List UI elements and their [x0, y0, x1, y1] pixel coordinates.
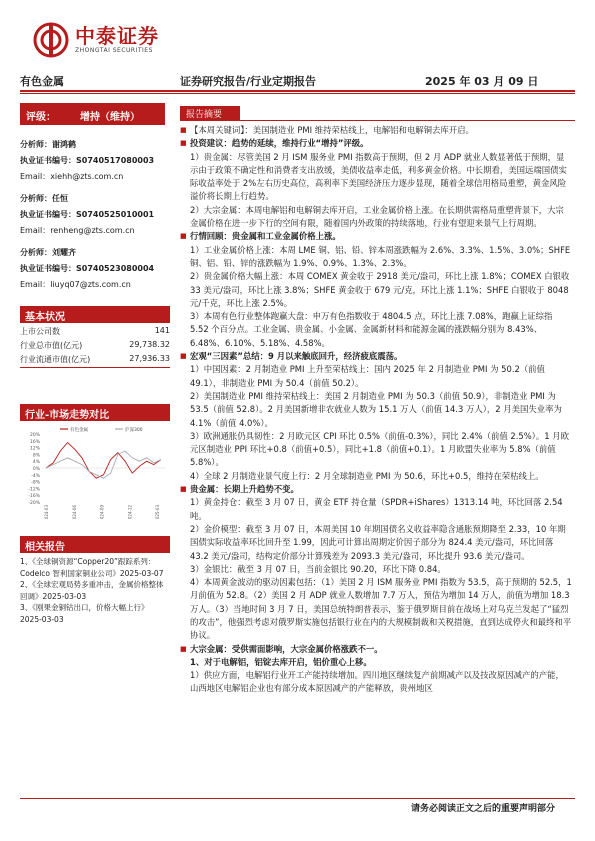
stat-row-total-cap: 行业总市值(亿元) 29,738.32 — [20, 340, 170, 350]
report-type: 证券研究报告/行业定期报告 — [180, 75, 317, 88]
advice-title: ■ 投资建议：趋势的延续，维持行业“增持”评级。 — [180, 138, 369, 149]
report-date: 2025 年 03 月 09 日 — [425, 75, 539, 88]
stat-divider — [20, 367, 170, 368]
series-line-1 — [46, 443, 161, 479]
related-title: 相关报告 — [20, 536, 170, 553]
related-item[interactable]: 1、《全球铜资源“Copper20”跟踪系列：Codelco 智利国家铜业公司》2025-03-07 — [20, 557, 164, 578]
footer-disclaimer: 请务必阅读正文之后的重要声明部分 — [410, 804, 555, 814]
gold-3: 3）金银比：截至 3 月 07 日，当前金银比 90.20，环比下降 0.84。 — [190, 563, 446, 574]
sector-label: 有色金属 — [20, 75, 64, 88]
company-logo — [33, 22, 159, 58]
macro-2: 2）美国制造业 PMI 维持荣枯线上：美国 2 月制造业 PMI 为 50.3（前值 50.9），非制造业 PMI 为 53.5（前值 52.8）。2 月美国新增非农就业人数为 15.1 万人（前值 14.3 万人），2 月美国失业率为 4.1%（前值 4.0%）。 — [190, 390, 562, 428]
gold-4: 4）本周黄金波动的驱动因素包括：（1）美国 2 月 ISM 服务业 PMI 指数为 53.5，高于预期的 52.5，1 月前值为 52.8。（2）美国 2 月 ADP 就业人数增加 7.7 万人，预估为增加 14 万人，前值为增加 18.3 万人。（3）当地时间 3 月 7 日，美国总统特朗普表示，鉴于俄罗斯目前在战场上对乌克兰发起了“猛烈的攻击”，他强烈考虑对俄罗斯实施包括银行业在内的大规模制裁和关税措施，直到达成停火和最终和平协议。 — [190, 577, 572, 641]
rating-bar — [20, 103, 165, 125]
x-tick-label: 2024-12 — [127, 505, 133, 519]
analyst-name: 分析师：任恒 — [20, 194, 68, 203]
logo-name-cn: 中泰证券 — [75, 24, 159, 48]
abstract-divider — [180, 120, 575, 121]
logo-icon — [33, 22, 69, 58]
abstract-tab: 报告摘要 — [180, 106, 240, 120]
y-tick-label: 20% — [29, 433, 40, 438]
bulk-1: 1、对于电解铝，铝锭去库开启，铝价重心上移。 — [190, 656, 372, 667]
y-tick-label: 12% — [29, 446, 40, 452]
basic-status-title: 基本状况 — [20, 306, 170, 323]
trend-chart-svg — [20, 424, 170, 519]
y-tick-label: -20% — [28, 501, 40, 506]
gold-2: 2）金价模型：截至 3 月 07 日，本周美国 10 年期国债名义收益率隐含通胀预期降至 2.33，10 年期国债实际收益率环比回升至 1.99，因此可计算出周期定价因子部分为 824.4 美元/盎司，环比回落 43.2 美元/盎司，结构定价部分计算残差为 2093.3 美元/盎司，环比提升 93.6 美元/盎司。 — [190, 523, 566, 561]
analyst-name: 分析师：刘耀齐 — [20, 248, 76, 257]
analyst-2 — [20, 192, 170, 237]
analyst-email[interactable]: Email：xiehh@zts.com.cn — [20, 172, 124, 181]
gold-title: ■ 贵金属：长期上升趋势不变。 — [180, 484, 299, 495]
logo-name-en: ZHONGTAI SECURITIES — [75, 47, 153, 54]
y-tick-label: -16% — [28, 494, 40, 500]
stat-row-companies: 上市公司数 141 — [20, 326, 170, 336]
review-1: 1）工业金属价格上涨：本周 LME 铜、铝、铅、锌本周涨跌幅为 2.6%、3.3%、1.5%、3.0%；SHFE 铜、铝、铅、锌的涨跌幅为 1.9%、0.9%、1.3%、2.3%。 — [190, 244, 571, 268]
analyst-1 — [20, 138, 170, 183]
y-tick-label: 8% — [32, 453, 40, 459]
y-tick-label: 0% — [32, 467, 40, 472]
stat-row-float-cap: 行业流通市值(亿元) 27,936.33 — [20, 354, 170, 364]
macro-1: 1）中国因素：2 月制造业 PMI 上升至荣枯线上：国内 2025 年 2 月制造业 PMI 为 50.2（前值 49.1），非制造业 PMI 为 50.4（前值 50.2）。 — [190, 364, 545, 388]
analyst-cert: 执业证书编号：S0740523080004 — [20, 264, 155, 273]
legend-label: 有色金属 — [70, 428, 88, 433]
macro-3: 3）欧洲通胀仍具韧性：2 月欧元区 CPI 环比 0.5%（前值-0.3%），同比 2.4%（前值 2.5%）。1 月欧元区制造业 PPI 环比+0.8（前值+0.5），同比+1.8（前值+0.1）。1 月欧盟失业率为 5.8%（前值 5.8%）。 — [190, 430, 569, 468]
abstract-body — [180, 124, 572, 696]
x-tick-label: 2024-03 — [44, 505, 49, 519]
review-3: 3）本周有色行业整体跑赢大盘：申万有色指数收于 4804.5 点，环比上涨 7.08%，跑赢上证综指 5.52 个百分点。工业金属、贵金属、小金属、金属新材料和能源金属的涨跌幅分别为 8.43%、6.48%、6.10%、5.18%、4.58%。 — [190, 311, 553, 348]
y-tick-label: -4% — [31, 473, 40, 479]
y-tick-label: 4% — [32, 460, 40, 466]
keyword-para: ■ 【本周关键词】：美国制造业 PMI 维持荣枯线上，电解铝和电解铜去库开启。 — [180, 125, 474, 135]
analyst-name: 分析师：谢鸿鹤 — [20, 140, 76, 149]
analyst-email[interactable]: Email：renheng@zts.com.cn — [20, 226, 135, 235]
x-tick-label: 2024-06 — [71, 505, 77, 519]
footer-divider — [20, 798, 575, 799]
rating-label: 评级： — [26, 112, 56, 123]
related-list — [20, 556, 170, 625]
bulk-2: 1）供应方面，电解铝行业开工产能持续增加。四川地区继续复产前期减产以及技改原因减产的产能，山西地区电解铝企业也有部分成本原因减产的产能释放，贵州地区 — [190, 670, 564, 694]
related-item[interactable]: 3、《刚果金铜钴出口，价格大幅上行》2025-03-03 — [20, 603, 149, 624]
analyst-3 — [20, 246, 170, 291]
header-divider-thin — [20, 93, 575, 94]
gold-1: 1）黄金持仓：截至 3 月 07 日，黄金 ETF 持仓量（SPDR+iShares）1313.14 吨，环比回落 2.54 吨。 — [190, 497, 563, 521]
analyst-email[interactable]: Email：liuyq07@zts.com.cn — [20, 280, 131, 289]
trend-title: 行业-市场走势对比 — [20, 404, 170, 421]
analyst-cert: 执业证书编号：S0740517080003 — [20, 156, 155, 165]
x-tick-label: 2024-09 — [99, 505, 105, 519]
review-title: ■ 行情回顾：贵金属和工业金属价格上涨。 — [180, 231, 341, 242]
related-item[interactable]: 2、《全球宏观局势多重冲击，金属价格整体回调》2025-03-03 — [20, 580, 164, 601]
trend-chart — [20, 424, 170, 519]
review-2: 2）贵金属价格大幅上涨：本周 COMEX 黄金收于 2918 美元/盎司，环比上涨 1.8%；COMEX 白银收 33 美元/盎司，环比上涨 3.8%；SHFE 黄金收于 679 元/克，环比上涨 1.1%；SHFE 白银收于 8048 元/千克，环比上涨 2.5%。 — [190, 271, 570, 308]
macro-title: ■ 宏观“三因素”总结：9 月以来触底回升，经济疲底震荡。 — [180, 351, 403, 362]
rating-value: 增持（维持） — [80, 112, 140, 123]
bulk-title: ■ 大宗金属：受供需面影响，大宗金属价格涨跌不一。 — [180, 643, 383, 654]
header-divider — [20, 90, 575, 92]
analyst-cert: 执业证书编号：S0740525010001 — [20, 210, 155, 219]
x-tick-label: 2025-03 — [155, 505, 160, 519]
legend-label: 沪深300 — [125, 428, 143, 433]
y-tick-label: -12% — [28, 487, 40, 493]
advice-2: 2）大宗金属：本周电解铝和电解铜去库开启，工业金属价格上涨。在长期供需格局重塑背景下，大宗金属价格在进一步下行的空间有限，随着国内外政策的持续落地，行业有望迎来景气上行周期。 — [190, 204, 564, 229]
advice-1: 1）贵金属：尽管美国 2 月 ISM 服务业 PMI 指数高于预期，但 2 月 ADP 就业人数显著低于预期，显示由于政策不确定性和消费者支出放缓，美债收益率走低，利多黄金价格。中长期看，美国远端国债实际收益率处于 2%左右历史高位，高利率下美国经济压力逐步显现，随着全球信用格局重塑，黄金风险溢价将长期上行趋势。 — [190, 151, 567, 202]
y-tick-label: -8% — [31, 480, 40, 486]
macro-4: 4）全球 2 月制造业景气度上行：2 月全球制造业 PMI 为 50.6，环比+0.5，维持在荣枯线上。 — [190, 470, 544, 481]
y-tick-label: 16% — [29, 439, 40, 445]
